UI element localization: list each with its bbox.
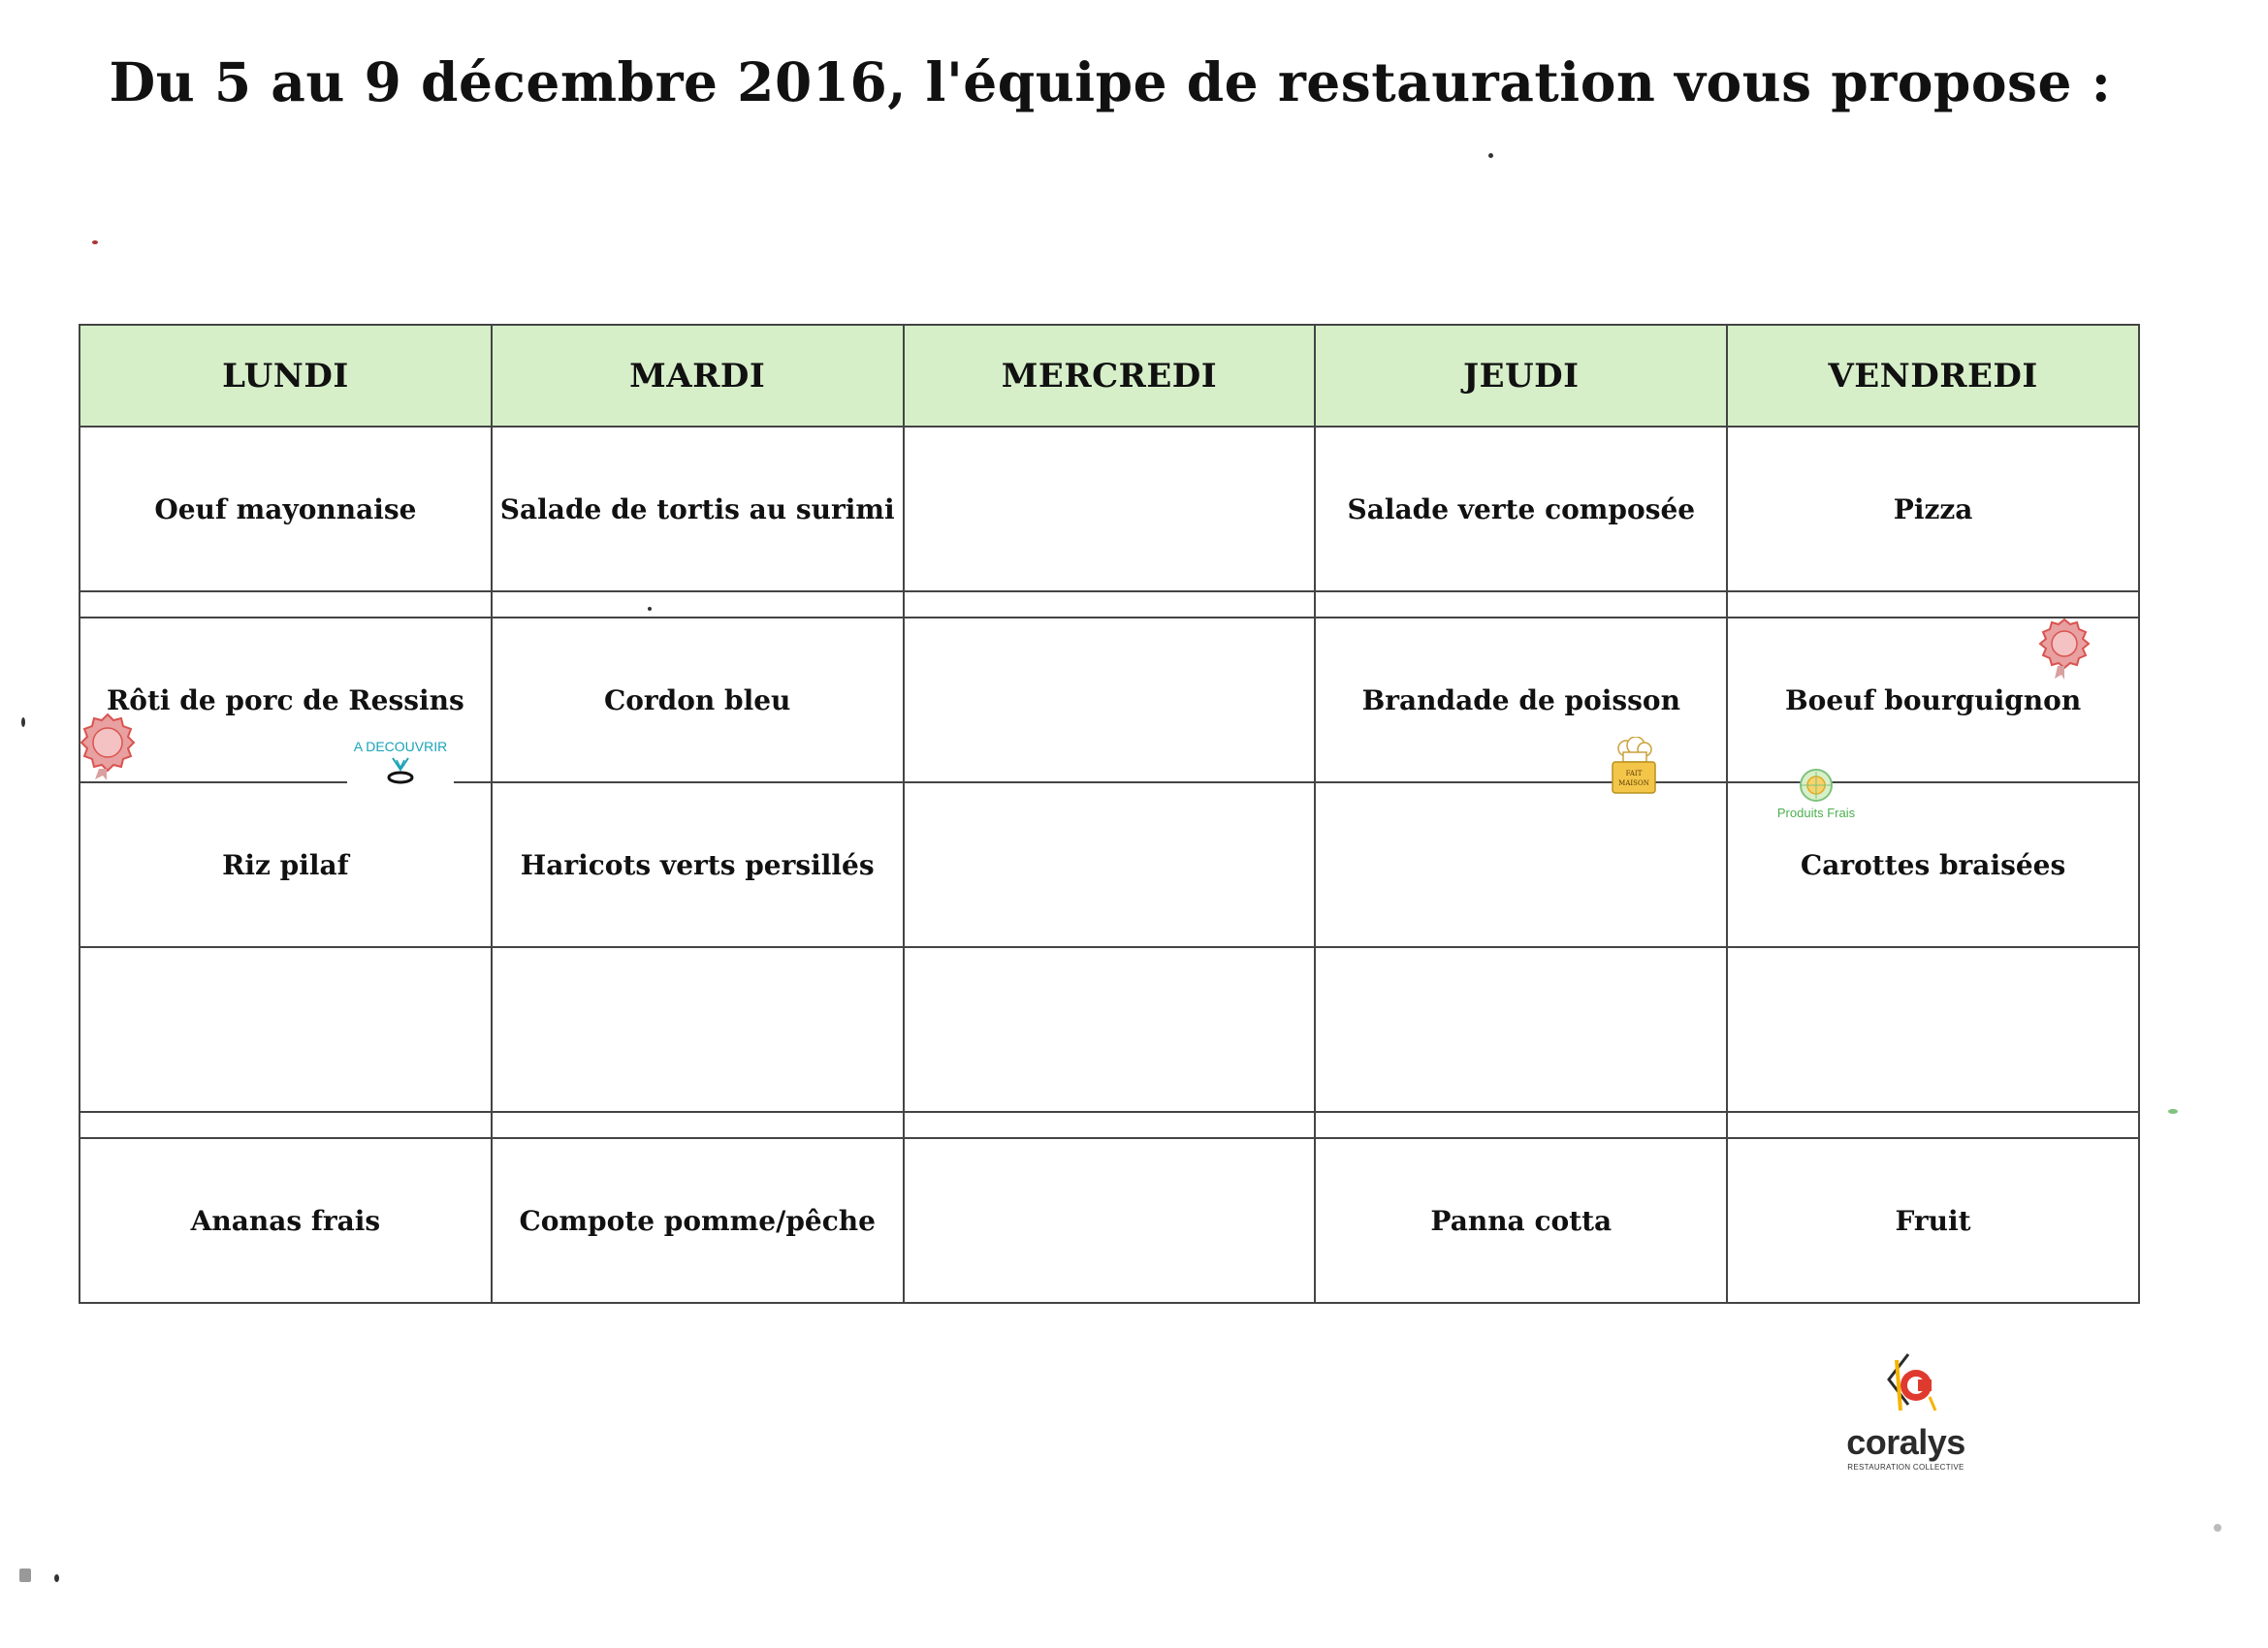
fait-maison-chef-icon	[1607, 737, 1661, 797]
menu-cell-tuesday-entree: Salade de tortis au surimi	[492, 427, 904, 591]
menu-cell-friday-dessert: Fruit	[1727, 1138, 2139, 1303]
scan-speck	[1488, 153, 1493, 158]
separator-cell	[80, 591, 492, 618]
scan-speck	[54, 1574, 59, 1582]
discover-icon	[381, 754, 420, 787]
a-decouvrir-badge	[347, 737, 454, 795]
scan-speck	[92, 240, 98, 244]
menu-cell-monday-entree: Oeuf mayonnaise	[80, 427, 492, 591]
menu-cell-thursday-entree: Salade verte composée	[1315, 427, 1727, 591]
menu-cell-monday-accompagnement: Riz pilaf	[80, 782, 492, 947]
label-rouge-seal-icon	[78, 713, 138, 780]
produits-frais-label: Produits Frais	[1776, 806, 1856, 820]
menu-cell-wednesday-plat	[904, 618, 1316, 782]
day-header-monday: LUNDI	[80, 325, 492, 427]
menu-cell-thursday-dessert: Panna cotta	[1315, 1138, 1727, 1303]
day-header-tuesday: MARDI	[492, 325, 904, 427]
svg-text:FAIT: FAIT	[1625, 770, 1643, 777]
menu-row-entree	[80, 427, 2139, 591]
menu-row-fromage	[80, 947, 2139, 1112]
scan-speck	[2168, 1109, 2178, 1114]
menu-cell-monday-dessert: Ananas frais	[80, 1138, 492, 1303]
separator-cell	[1315, 1112, 1727, 1138]
separator-cell	[1727, 591, 2139, 618]
menu-cell-friday-entree: Pizza	[1727, 427, 2139, 591]
menu-cell-wednesday-entree	[904, 427, 1316, 591]
separator-cell	[904, 591, 1316, 618]
menu-cell-tuesday-fromage	[492, 947, 904, 1112]
separator-cell	[1727, 1112, 2139, 1138]
menu-cell-monday-plat: Rôti de porc de Ressins	[80, 618, 492, 782]
separator-cell	[492, 1112, 904, 1138]
scan-speck	[19, 1569, 31, 1582]
coralys-tagline: RESTAURATION COLLECTIVE	[1847, 1463, 1965, 1472]
menu-cell-tuesday-plat: Cordon bleu	[492, 618, 904, 782]
coralys-mark-icon	[1840, 1352, 1971, 1422]
coralys-logo	[1840, 1352, 1971, 1478]
day-header-friday: VENDREDI	[1727, 325, 2139, 427]
label-rouge-seal-icon	[2038, 618, 2092, 681]
separator-cell	[904, 1112, 1316, 1138]
svg-text:MAISON: MAISON	[1618, 779, 1649, 787]
day-header-thursday: JEUDI	[1315, 325, 1727, 427]
day-header-wednesday: MERCREDI	[904, 325, 1316, 427]
menu-cell-tuesday-accompagnement: Haricots verts persillés	[492, 782, 904, 947]
separator-cell	[1315, 591, 1727, 618]
menu-row-dessert	[80, 1138, 2139, 1303]
menu-cell-friday-accompagnement: Carottes braisées	[1727, 782, 2139, 947]
separator-row	[80, 1112, 2139, 1138]
menu-cell-tuesday-dessert: Compote pomme/pêche	[492, 1138, 904, 1303]
scan-speck	[21, 717, 25, 727]
separator-cell	[80, 1112, 492, 1138]
menu-cell-thursday-fromage	[1315, 947, 1727, 1112]
separator-cell	[492, 591, 904, 618]
menu-cell-wednesday-dessert	[904, 1138, 1316, 1303]
scan-speck	[2214, 1524, 2221, 1532]
a-decouvrir-label: A DECOUVRIR	[353, 739, 448, 754]
days-header-row	[80, 325, 2139, 427]
menu-cell-friday-fromage	[1727, 947, 2139, 1112]
fresh-produce-icon	[1792, 768, 1840, 803]
menu-cell-wednesday-fromage	[904, 947, 1316, 1112]
menu-cell-friday-plat: Boeuf bourguignon	[1727, 618, 2139, 782]
produits-frais-badge	[1763, 768, 1869, 826]
scan-speck	[648, 607, 652, 611]
coralys-brand-name: coralys	[1846, 1422, 1965, 1462]
menu-cell-thursday-plat: Brandade de poisson	[1315, 618, 1727, 782]
menu-cell-thursday-accompagnement	[1315, 782, 1727, 947]
separator-row	[80, 591, 2139, 618]
page-title: Du 5 au 9 décembre 2016, l'équipe de restauration vous propose :	[109, 50, 2112, 113]
menu-cell-wednesday-accompagnement	[904, 782, 1316, 947]
menu-cell-monday-fromage	[80, 947, 492, 1112]
